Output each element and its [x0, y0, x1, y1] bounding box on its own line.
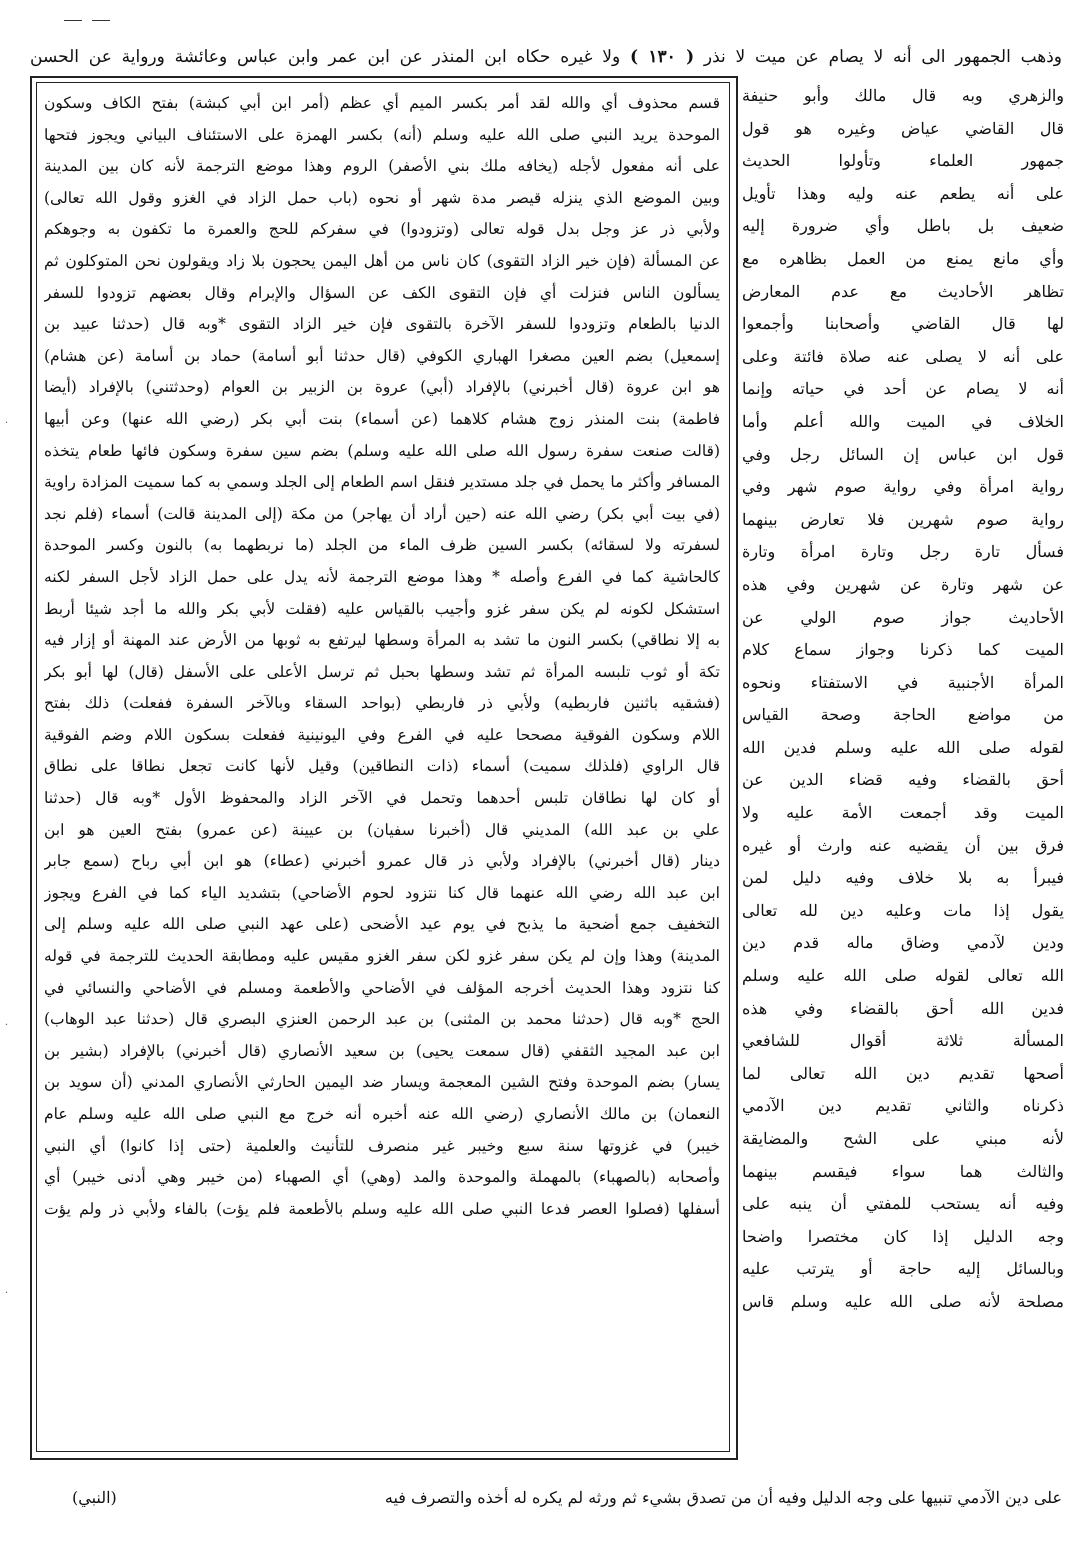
main-text-line: علي بن عبد الله) المديني قال (أخبرنا سفيان) بن عيينة (عن عمرو) بفتح العين هو ابن [44, 820, 720, 839]
main-text-line: الدنيا بالطعام وتزودوا للسفر الآخرة بالتقوى فإن خير الزاد التقوى *وبه قال (حدثنا عبيد بن [44, 315, 720, 334]
main-text-line: المسافر وأكثر ما يحمل في جلد مستدير فنقل اسم الطعام إلى الجلد وسمي به كما سميت المزادة راوية [44, 473, 720, 492]
main-text-line: يسار) بضم الموحدة وفتح الشين المعجمة ويسار ضد اليمين الحارثي الأنصاري المدني (أن سويد بن [44, 1073, 720, 1092]
main-text-line: خيبر) في غزوتها سنة سبع وخيبر غير منصرف للتأنيث والعلمية (حتى إذا كانوا) أي النبي [44, 1136, 720, 1155]
margin-commentary-column [742, 80, 1064, 1460]
main-text-line: على أنه مفعول لأجله (يخافه ملك بني الأصفر) الروم وهذا موضع الترجمة لأنه كان بين المدينة [44, 157, 720, 176]
main-text-line: هو ابن عروة (قال أخبرني) بالإفراد (أبي) عروة بن الزبير بن العوام (وحدثتني) بالإفراد (أيضا [44, 378, 720, 397]
margin-text-line: ذكرناه والثاني تقديم دين الآدمي [742, 1096, 1064, 1116]
main-text-line: كالحاشية كما في الفرع وأصله * وهذا موضع الترجمة لأنه يدل على حمل الزاد لأجل السفر لكنه [44, 567, 720, 586]
margin-text-line: وأي مانع يمنع من العمل بظاهره مع [742, 248, 1064, 268]
margin-text-line: لقوله صلى الله عليه وسلم فدين الله [742, 737, 1064, 757]
margin-text-line: عن شهر وتارة عن شهرين وفي هذه [742, 574, 1064, 594]
margin-text-line: مصلحة لأنه صلى الله عليه وسلم قاس [742, 1291, 1064, 1311]
main-text-line: به إلا نطاقي) بكسر النون ما تشد به المرأة وسطها ليرتفع به ثوبها من الأرض عند المهنة أو إزار فيه [44, 631, 720, 650]
main-text-line: النعمان) بن مالك الأنصاري (رضي الله عنه أخبره أنه خرج مع النبي صلى الله عليه وسلم عام [44, 1105, 720, 1123]
main-text-line: ابن عبد الله رضي الله عنهما قال كنا نتزود لحوم الأضاحي) بتشديد الياء كما في الفرع ويجوز [44, 883, 720, 902]
margin-text-line: الخلاف في الميت والله أعلم وأما [742, 411, 1064, 431]
margin-text-line: ودين لآدمي وضاق ماله قدم دين [742, 933, 1064, 953]
page-number: ( ١٣٠ ) [630, 47, 695, 67]
margin-text-line: لأنه مبني على الشح والمضايقة [742, 1129, 1064, 1148]
footer-text: على دين الآدمي تنبيها على وجه الدليل وفيه أن من تصدق بشيء ثم ورثه لم يكره له أخذه والتصرف فيه [384, 1488, 1062, 1507]
main-text-line: إسمعيل) بضم العين مصغرا الهباري الكوفي (قال حدثنا أبو أسامة) حماد بن أسامة (عن هشام) [44, 346, 720, 365]
edge-mark: · [4, 1020, 8, 1031]
main-text-line: المدينة) وهذا وإن لم يكن سفر غزو لكن سفر الغزو مقيس عليه ومطابقة الحديث للترجمة في قوله [44, 947, 720, 966]
edge-mark: · [4, 1288, 8, 1299]
top-rule-marks [40, 6, 110, 8]
margin-text-line: لها قال القاضي وأصحابنا وأجمعوا [742, 314, 1064, 334]
main-text-line: (قالت صنعت سفرة رسول الله صلى الله عليه وسلم) بضم سين سفرة وسكون فائها طعام يتخذه [44, 441, 720, 460]
margin-text-line: الميت كما ذكرنا وجواز سماع كلام [742, 640, 1064, 660]
main-text-line: وبين الموضع الذي ينزله قيصر مدة شهر أو نحوه (باب حمل الزاد في الغزو وقول الله تعالى) [44, 188, 720, 207]
main-text-line: استشكل لكونه لم يكن سفر غزو وأجيب بالقياس عليه (فقلت لأبي بكر والله ما أجد شيئا أربط [44, 599, 720, 618]
main-text-line: قال الراوي (فلذلك سميت) أسماء (ذات النطاقين) وقيل لأنها كانت تجعل نطاقا على نطاق [44, 757, 720, 776]
main-commentary-text [44, 88, 720, 1448]
main-text-line: أو كان لها نطاقان تلبس أحدهما وتحمل في الآخر الزاد والمحفوظ الأول *وبه قال (حدثنا [44, 789, 720, 808]
header-text-left: ولا غيره حكاه ابن المنذر عن ابن عمر وابن عباس وعائشة ورواية عن الحسن [30, 47, 621, 67]
margin-text-line: المرأة الأجنبية في الاستفتاء ونحوه [742, 672, 1064, 692]
main-text-line: فاطمة) بنت المنذر زوج هشام كلاهما (عن أسماء) بنت أبي بكر (رضي الله عنها) وعن أبيها [44, 409, 720, 428]
main-text-line: لسفرته ولا لسقائه) بكسر السين ظرف الماء من الجلد (ما نربطهما به) بالنون وكسر الموحدة [44, 536, 720, 555]
margin-text-line: أنه لا يصام عن أحد في حياته وإنما [742, 379, 1064, 399]
margin-text-line: الله تعالى لقوله صلى الله عليه وسلم [742, 966, 1064, 986]
main-text-line: يسألون الناس فنزلت أي فإن التقوى الكف عن السؤال والإبرام وقال بعضهم تزودوا للسفر [44, 283, 720, 302]
main-text-line: اللام وسكون الفوقية مصححا عليه في الفرع وفي اليونينية ففعلت بسكون اللام وضم الفوقية [44, 725, 720, 744]
margin-text-line: الميت وقد أجمعت الأمة عليه ولا [742, 803, 1064, 823]
margin-text-line: جمهور العلماء وتأولوا الحديث [742, 151, 1064, 171]
margin-text-line: ضعيف بل باطل وأي ضرورة إليه [742, 216, 1064, 236]
main-text-line: وأصحابه (بالصهباء) بالمهملة والموحدة والمد (وهي) أي الصهباء (من خيبر وهي أدنى خيبر) أي [44, 1168, 720, 1187]
margin-text-line: رواية صوم شهرين فلا تعارض بينهما [742, 509, 1064, 529]
main-text-line: أسفلها (فصلوا العصر فدعا النبي صلى الله عليه وسلم بالأطعمة فلم يؤت) بالفاء ولأبي ذر ولم يؤت [44, 1199, 720, 1218]
margin-text-line: أصحها تقديم دين الله تعالى لما [742, 1063, 1064, 1083]
margin-text-line: فسأل تارة رجل وتارة امرأة وتارة [742, 542, 1064, 562]
main-text-line: عن المسألة (فإن خير الزاد التقوى) كان ناس من أهل اليمن يحجون بلا زاد ويقولون نحن المتوكلون ثم [44, 251, 720, 270]
margin-text-line: على أنه لا يصلى عنه صلاة فائتة وعلى [742, 346, 1064, 366]
margin-text-line: والثالث هما سواء فيقسم بينهما [742, 1161, 1064, 1181]
margin-text-line: قول ابن عباس إن السائل رجل وفي [742, 444, 1064, 464]
margin-text-line: يقول إذا مات وعليه دين لله تعالى [742, 900, 1064, 920]
margin-text-line: على أنه يطعم عنه وليه وهذا تأويل [742, 183, 1064, 203]
margin-text-line: من مواضع الحاجة وصحة القياس [742, 705, 1064, 725]
catchword: (النبي) [72, 1488, 117, 1507]
margin-text-line: وبالسائل إليه حاجة أو يترتب عليه [742, 1259, 1064, 1279]
margin-text-line: والزهري وبه قال مالك وأبو حنيفة [742, 86, 1064, 105]
main-text-line: الموحدة يريد النبي صلى الله عليه وسلم (أنه) بكسر الهمزة على الاستئناف البياني ويجوز فتحها [44, 125, 720, 144]
main-text-line: تكة أو ثوب تلبسه المرأة ثم تشد وسطها بحبل ثم ترسل الأعلى على الأسفل (قال) لها أبو بكر [44, 662, 720, 681]
margin-text-line: فدين الله أحق بالقضاء وفي هذه [742, 998, 1064, 1018]
running-header [30, 40, 1062, 74]
main-text-line: كنا نتزود وهذا الحديث أخرجه المؤلف في الأضاحي والأطعمة ومسلم في الأضاحي والنسائي في [44, 978, 720, 997]
main-text-line: دينار (قال أخبرني) بالإفراد ولأبي ذر قال عمرو أخبرني (عطاء) هو ابن أبي رباح (سمع جابر [44, 852, 720, 871]
margin-text-line: رواية امرأة وفي رواية صوم شهر وفي [742, 477, 1064, 497]
margin-text-line: فيبرأ به بلا خلاف وفيه دليل لمن [742, 868, 1064, 888]
header-text-right: وذهب الجمهور الى أنه لا يصام عن ميت لا نذر [703, 47, 1062, 67]
margin-text-line: قال القاضي عياض وغيره هو قول [742, 118, 1064, 138]
main-text-line: (في بيت أبي بكر) رضي الله عنه (حين أراد أن يهاجر) من مكة (إلى المدينة قالت) أسماء (فلم نجد [44, 504, 720, 523]
margin-text-line: المسألة ثلاثة أقوال للشافعي [742, 1031, 1064, 1051]
main-text-line: ابن عبد المجيد الثقفي (قال سمعت يحيى) بن سعيد الأنصاري (قال أخبرني) بالإفراد (بشير بن [44, 1041, 720, 1060]
margin-text-line: فرق بين أن يقضيه عنه وارث أو غيره [742, 835, 1064, 855]
main-text-line: التخفيف جمع أضحية ما يذبح في يوم عيد الأضحى (على عهد النبي صلى الله عليه وسلم إلى [44, 915, 720, 934]
main-text-line: ولأبي ذر عز وجل بدل قوله تعالى (وتزودوا) في سفركم للحج والعمرة ما تكفون به وجوهكم [44, 220, 720, 239]
margin-text-line: تظاهر الأحاديث مع عدم المعارض [742, 281, 1064, 301]
margin-text-line: الأحاديث جواز صوم الولي عن [742, 607, 1064, 627]
edge-mark: · [4, 418, 8, 429]
main-text-line: قسم محذوف أي والله لقد أمر بكسر الميم أي عظم (أمر ابن أبي كبشة) بفتح الكاف وسكون [44, 94, 720, 112]
margin-text-line: أحق بالقضاء وفيه قضاء الدين عن [742, 770, 1064, 790]
main-text-line: الحج *وبه قال (حدثنا محمد بن المثنى) بن عبد الرحمن العنزي البصري قال (حدثنا عبد الوهاب) [44, 1010, 720, 1029]
main-text-line: (فشقيه باثنين فاربطيه) ولأبي ذر فاربطي (بواحد السقاء وبالآخر السفرة ففعلت) ذلك بفتح [44, 694, 720, 713]
margin-text-line: وجه الدليل إذا كان مختصرا واضحا [742, 1226, 1064, 1246]
margin-text-line: وفيه أنه يستحب للمفتي أن ينبه على [742, 1194, 1064, 1214]
